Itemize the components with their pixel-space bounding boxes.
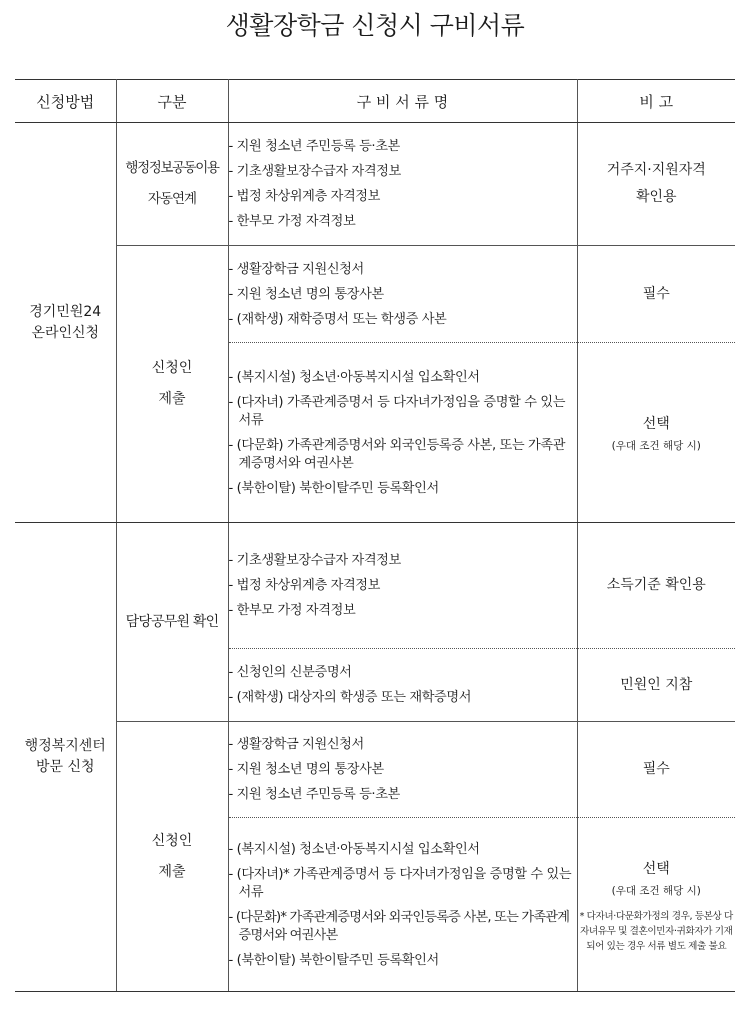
header-category: 구분 [116, 80, 228, 123]
footnote: * 다자녀·다문화가정의 경우, 등본상 다자녀유무 및 결혼이민자·귀화자가 기재되어 있는 경우 서류 별도 제출 불요 [579, 910, 733, 952]
documents-table [15, 79, 735, 992]
remark-visit-required: 필수 [577, 722, 735, 818]
table-row [15, 123, 735, 246]
remark-online-required: 필수 [577, 246, 735, 343]
remark-shared-info: 거주지·지원자격 확인용 [577, 123, 735, 246]
header-remarks: 비 고 [577, 80, 735, 123]
docs-shared-info: - 지원 청소년 주민등록 등·초본 - 기초생활보장수급자 자격정보 - 법정 차상위계층 자격정보 - 한부모 가정 자격정보 [228, 123, 577, 246]
remark-online-optional: 선택 (우대 조건 해당 시) [577, 343, 735, 523]
remark-id: 민원인 지참 [577, 649, 735, 722]
docs-online-optional: - (복지시설) 청소년·아동복지시설 입소확인서 - (다자녀) 가족관계증명서 등 다자녀가정임을 증명할 수 있는 서류 - (다문화) 가족관계증명서와 외국인등록증 사본, 또는 가족관계증명서와 여권사본 - (북한이탈) 북한이탈주민 등록확인서 [228, 343, 577, 523]
page-title: 생활장학금 신청시 구비서류 [225, 11, 525, 40]
method-online: 경기민원24 온라인신청 [15, 123, 116, 523]
remark-income: 소득기준 확인용 [577, 523, 735, 649]
docs-visit-required: - 생활장학금 지원신청서 - 지원 청소년 명의 통장사본 - 지원 청소년 주민등록 등·초본 [228, 722, 577, 818]
method-visit: 행정복지센터 방문 신청 [15, 523, 116, 992]
remark-visit-optional: 선택 (우대 조건 해당 시) * 다자녀·다문화가정의 경우, 등본상 다자녀유무 및 결혼이민자·귀화자가 기재되어 있는 경우 서류 별도 제출 불요 [577, 818, 735, 992]
category-visit-applicant: 신청인 제출 [116, 722, 228, 992]
table-row [15, 722, 735, 818]
category-shared-info: 행정정보공동이용 자동연계 [116, 123, 228, 246]
category-online-applicant: 신청인 제출 [116, 246, 228, 523]
docs-income: - 기초생활보장수급자 자격정보 - 법정 차상위계층 자격정보 - 한부모 가정 자격정보 [228, 523, 577, 649]
header-method: 신청방법 [15, 80, 116, 123]
docs-id: - 신청인의 신분증명서 - (재학생) 대상자의 학생증 또는 재학증명서 [228, 649, 577, 722]
docs-visit-optional: - (복지시설) 청소년·아동복지시설 입소확인서 - (다자녀)* 가족관계증명서 등 다자녀가정임을 증명할 수 있는 서류 - (다문화)* 가족관계증명서와 외국인등록증 사본, 또는 가족관계증명서와 여권사본 - (북한이탈) 북한이탈주민 등록확인서 [228, 818, 577, 992]
table-header-row [15, 80, 735, 123]
header-documents: 구 비 서 류 명 [228, 80, 577, 123]
docs-online-required: - 생활장학금 지원신청서 - 지원 청소년 명의 통장사본 - (재학생) 재학증명서 또는 학생증 사본 [228, 246, 577, 343]
category-official: 담당공무원 확인 [116, 523, 228, 722]
table-row [15, 246, 735, 343]
table-row [15, 523, 735, 649]
